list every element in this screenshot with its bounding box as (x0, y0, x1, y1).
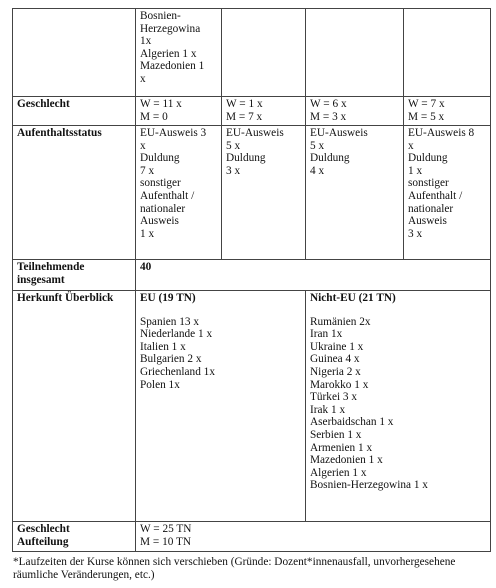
status-line: sonstiger (140, 177, 181, 190)
status-line: 1 x (408, 164, 423, 177)
gender-value: M = 7 x (226, 110, 263, 123)
eu-origins-cell (135, 291, 305, 521)
gender-cell (135, 97, 221, 125)
gender-value: W = 11 x (140, 98, 182, 110)
status-line: Duldung (310, 152, 350, 165)
gender-value: W = 7 x (408, 98, 445, 110)
list-item: Italien 1 x (140, 340, 186, 353)
list-item: Nigeria 2 x (310, 365, 361, 378)
empty-label-cell (13, 9, 135, 96)
list-item: Guinea 4 x (310, 353, 360, 366)
table-row-origin-overview (13, 290, 490, 521)
status-line: 7 x (140, 164, 155, 177)
gender-value: M = 3 x (310, 110, 347, 123)
list-item: Irak 1 x (310, 403, 346, 416)
label-line: Teilnehmende (17, 261, 85, 273)
table-row-residence-status (13, 125, 490, 259)
status-line: Duldung (140, 152, 180, 165)
non-eu-title: Nicht-EU (21 TN) (310, 292, 396, 304)
status-line: nationaler (408, 202, 454, 215)
empty-cell (403, 9, 490, 96)
list-item: Armenien 1 x (310, 441, 373, 454)
status-line: Ausweis (408, 215, 447, 228)
gender-value: M = 0 (140, 110, 168, 123)
gender-label: Geschlecht (17, 98, 70, 110)
statistics-table (12, 8, 491, 552)
list-item: Bosnien-Herzegowina 1 x (310, 479, 428, 492)
status-line: Ausweis (140, 215, 179, 228)
participants-total-value: 40 (135, 260, 490, 290)
participants-total-label (13, 260, 135, 290)
gender-cell (305, 97, 403, 125)
list-item: Algerien 1 x (310, 466, 367, 479)
list-item: Polen 1x (140, 378, 180, 391)
list-item: Ukraine 1 x (310, 340, 364, 353)
gender-cell (403, 97, 490, 125)
list-item: Marokko 1 x (310, 378, 369, 391)
eu-title: EU (19 TN) (140, 292, 196, 304)
origin-line: Mazedonien 1 (140, 60, 205, 73)
status-line: Duldung (408, 152, 448, 165)
list-item: Aserbaidschan 1 x (310, 416, 394, 429)
non-eu-origins-cell (305, 291, 490, 521)
status-line: EU-Ausweis 3 (140, 127, 207, 139)
status-line: EU-Ausweis 8 (408, 127, 475, 139)
status-line: x (408, 139, 414, 152)
gender-split-values (135, 522, 490, 551)
list-item: Rumänien 2x (310, 315, 371, 328)
status-line: 5 x (226, 139, 241, 152)
gender-value: W = 1 x (226, 98, 263, 110)
gender-split-label (13, 522, 135, 551)
label-line: Geschlecht (17, 523, 70, 535)
origin-line: Algerien 1 x (140, 47, 197, 60)
gender-split-value: M = 10 TN (140, 535, 192, 548)
residence-status-label: Aufenthaltsstatus (17, 127, 102, 139)
origin-line: Herzegowina (140, 22, 201, 35)
label-line: insgesamt (17, 273, 65, 286)
table-row-origin-continued (13, 9, 490, 96)
table-row-gender (13, 96, 490, 125)
residence-status-cell (305, 126, 403, 259)
list-item: Spanien 13 x (140, 315, 199, 328)
list-item: Bulgarien 2 x (140, 353, 202, 366)
label-line: Aufteilung (17, 535, 69, 548)
list-item: Griechenland 1x (140, 365, 215, 378)
status-line: 3 x (226, 164, 241, 177)
status-line: Aufenthalt / (140, 189, 195, 202)
gender-value: M = 5 x (408, 110, 445, 123)
empty-cell (305, 9, 403, 96)
residence-status-cell (135, 126, 221, 259)
status-line: x (140, 139, 146, 152)
status-line: 1 x (140, 227, 155, 240)
origin-line: x (140, 72, 146, 85)
list-item: Türkei 3 x (310, 391, 358, 404)
empty-cell (221, 9, 305, 96)
status-line: Duldung (226, 152, 266, 165)
origin-line: 1x (140, 35, 152, 48)
list-item: Niederlande 1 x (140, 328, 213, 341)
status-line: EU-Ausweis (310, 127, 368, 139)
table-row-gender-split (13, 521, 490, 551)
status-line: 3 x (408, 227, 423, 240)
origin-line: Bosnien- (140, 10, 181, 22)
status-line: Aufenthalt / (408, 189, 463, 202)
gender-cell (221, 97, 305, 125)
residence-status-cell (221, 126, 305, 259)
status-line: EU-Ausweis (226, 127, 284, 139)
residence-status-cell (403, 126, 490, 259)
list-item: Serbien 1 x (310, 428, 362, 441)
footnote: *Laufzeiten der Kurse können sich verschieben (Gründe: Dozent*innenausfall, unvorhergesehene räumliche Veränderungen, etc.) (13, 556, 456, 581)
origin-overview-label: Herkunft Überblick (17, 292, 114, 304)
origin-continued-cell (135, 9, 221, 96)
status-line: 4 x (310, 164, 325, 177)
status-line: sonstiger (408, 177, 449, 190)
status-line: 5 x (310, 139, 325, 152)
gender-value: W = 6 x (310, 98, 347, 110)
list-item: Iran 1x (310, 328, 343, 341)
table-row-participants-total (13, 259, 490, 290)
status-line: nationaler (140, 202, 186, 215)
list-item: Mazedonien 1 x (310, 454, 383, 467)
gender-split-value: W = 25 TN (140, 523, 192, 535)
